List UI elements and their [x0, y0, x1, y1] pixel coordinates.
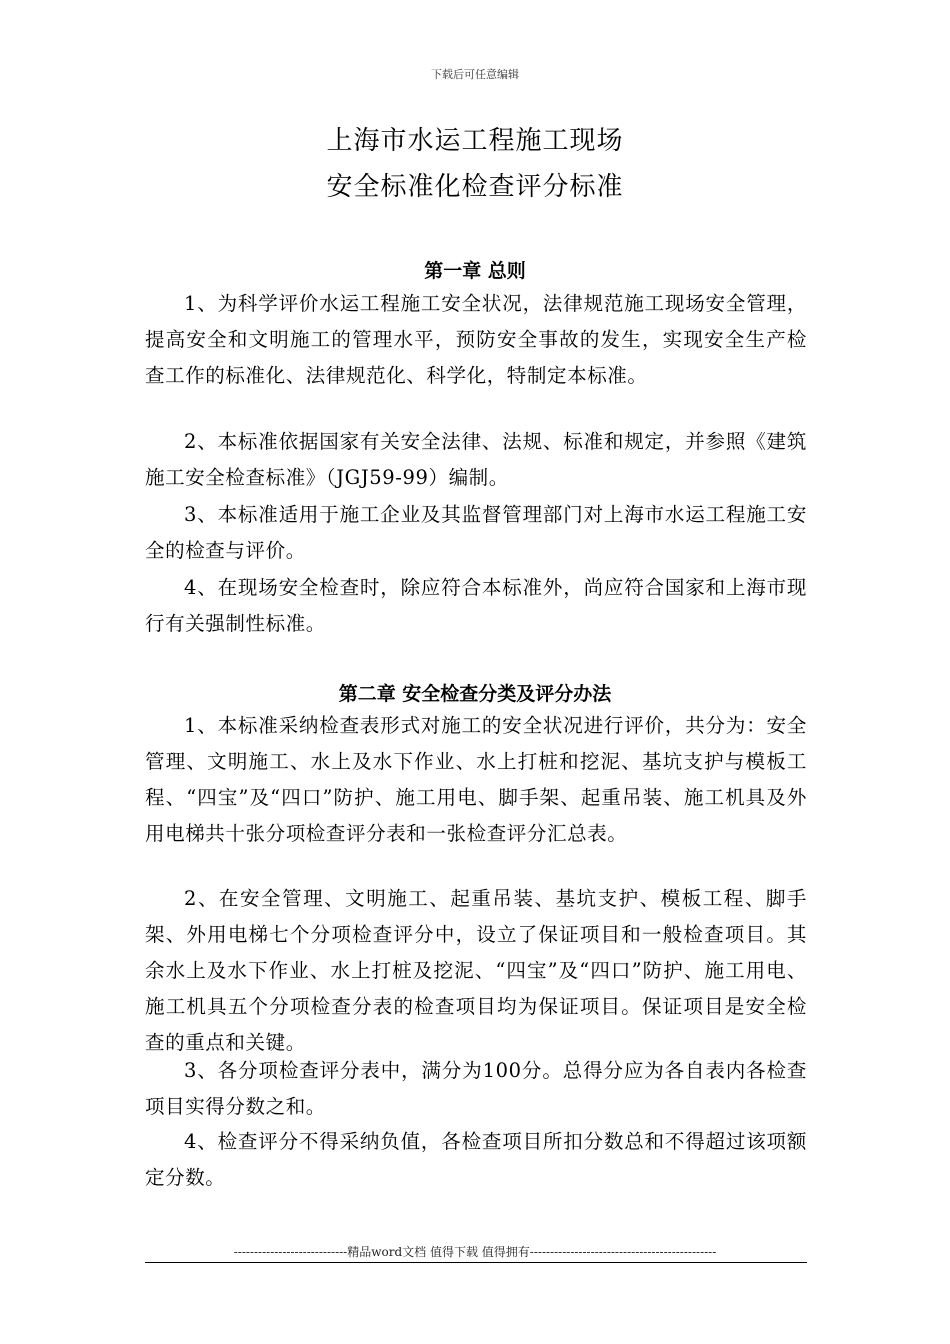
footer-divider [145, 1262, 807, 1263]
chapter-2-paragraph: 1、本标准采纳检查表形式对施工的安全状况进行评价，共分为：安全管理、文明施工、水上及水下作业、水上打桩和挖泥、基坑支护与模板工程、“四宝”及“四口”防护、施工用电、脚手架、起重吊装、施工机具及外用电梯共十张分项检查评分表和一张检查评分汇总表。 [145, 714, 807, 845]
chapter-1-paragraph: 2、本标准依据国家有关安全法律、法规、标准和规定，并参照《建筑施工安全检查标准》（JGJ59-99）编制。 [145, 430, 807, 489]
document-title-line-2: 安全标准化检查评分标准 [326, 172, 624, 202]
document-title-line-1: 上海市水运工程施工现场 [326, 126, 624, 156]
chapter-2-heading: 第二章 安全检查分类及评分办法 [338, 683, 612, 705]
chapter-1-paragraph: 1、为科学评价水运工程施工安全状况，法律规范施工现场安全管理，提高安全和文明施工的管理水平，预防安全事故的发生，实现安全生产检查工作的标准化、法律规范化、科学化，特制定本标准。 [145, 292, 807, 387]
footer-note: ----------------------------精品word文档 值得下载 值得拥有---------------------------------------------- [233, 1245, 717, 1259]
chapter-2-paragraph: 4、检查评分不得采纳负值，各检查项目所扣分数总和不得超过该项额定分数。 [145, 1130, 807, 1189]
header-note: 下载后可任意编辑 [431, 68, 519, 81]
chapter-1-heading: 第一章 总则 [424, 260, 526, 282]
chapter-2-paragraph: 3、各分项检查评分表中，满分为100分。总得分应为各自表内各检查项目实得分数之和。 [145, 1059, 807, 1118]
chapter-2-paragraph: 2、在安全管理、文明施工、起重吊装、基坑支护、模板工程、脚手架、外用电梯七个分项检查评分中，设立了保证项目和一般检查项目。其余水上及水下作业、水上打桩及挖泥、“四宝”及“四口”防护、施工用电、施工机具五个分项检查分表的检查项目均为保证项目。保证项目是安全检查的重点和关键。 [145, 887, 807, 1054]
chapter-1-paragraph: 4、在现场安全检查时，除应符合本标准外，尚应符合国家和上海市现行有关强制性标准。 [145, 576, 807, 635]
chapter-1-paragraph: 3、本标准适用于施工企业及其监督管理部门对上海市水运工程施工安全的检查与评价。 [145, 503, 807, 562]
